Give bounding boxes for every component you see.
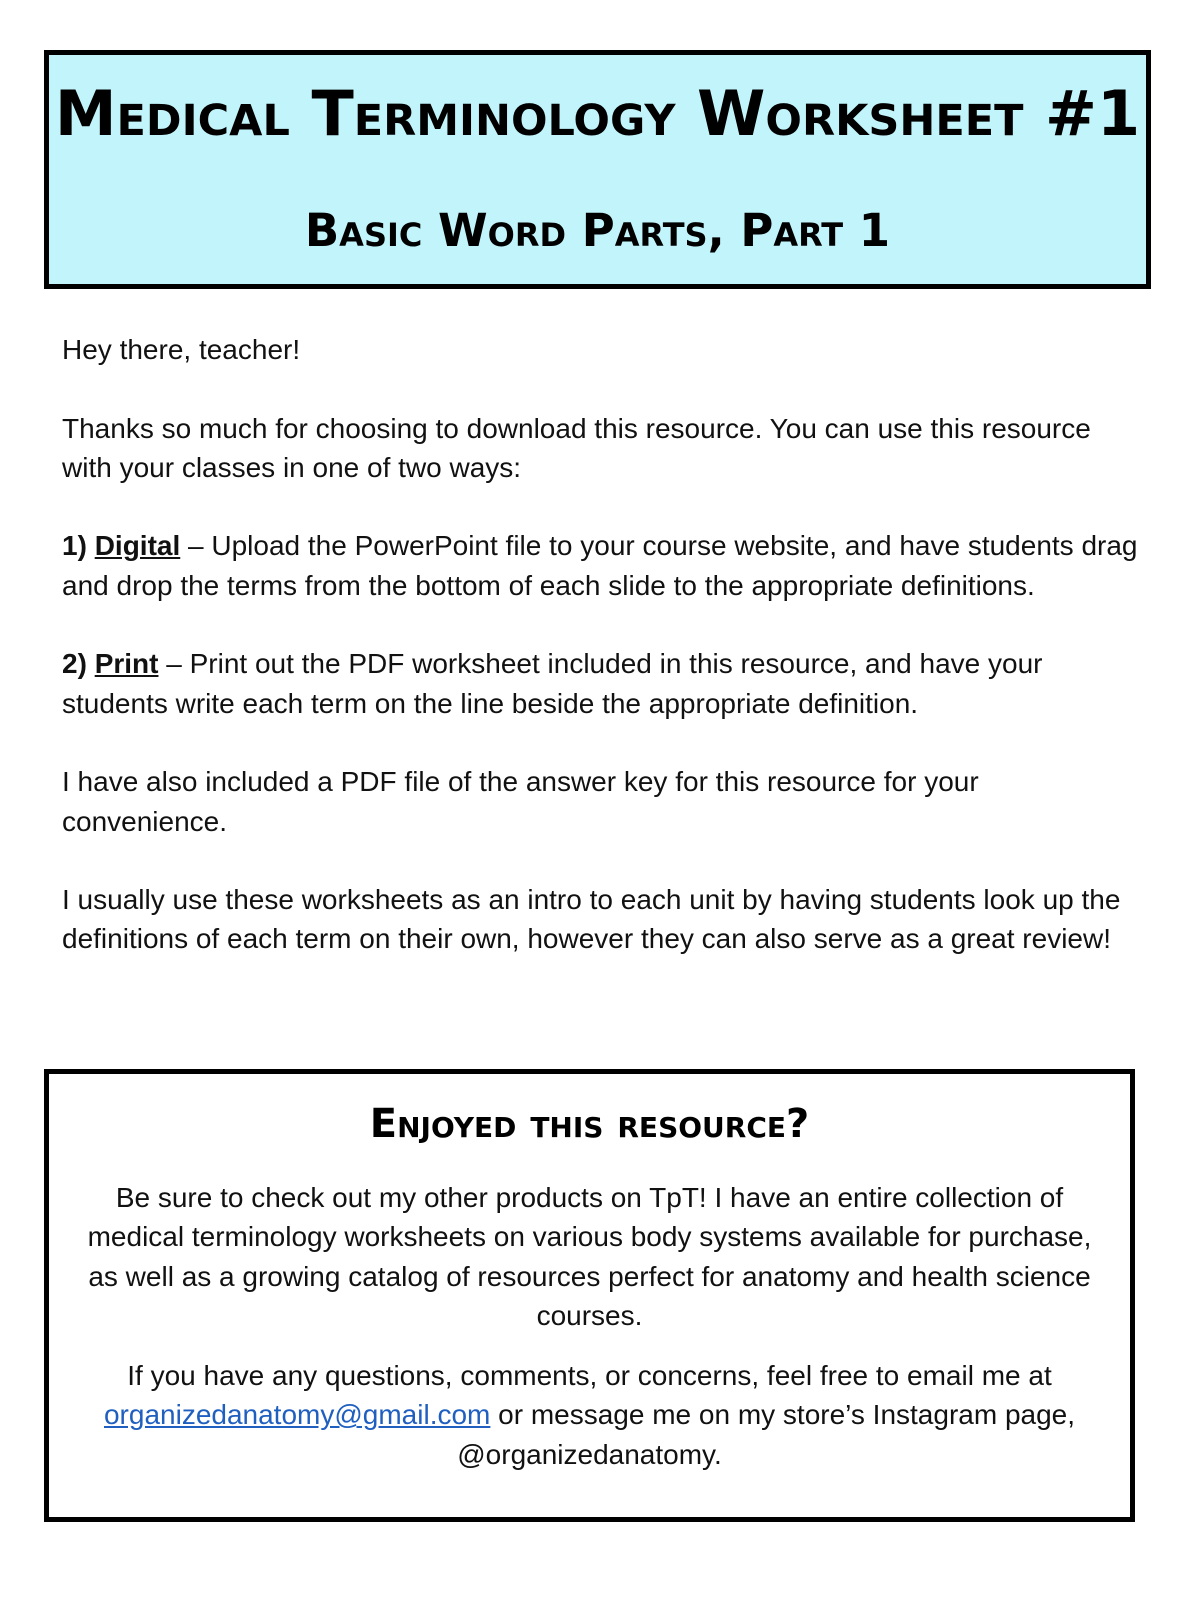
usage-note: I usually use these worksheets as an intro to each unit by having students look up the definitions of each term on their own, however they can also serve as a great review! [62, 884, 1121, 955]
digital-option-text: – Upload the PowerPoint file to your course website, and have students drag and drop the terms from the bottom of each slide to the appropriate definitions. [62, 530, 1138, 601]
contact-text-before: If you have any questions, comments, or concerns, feel free to email me at [127, 1360, 1052, 1391]
digital-option-label: Digital [94, 530, 181, 562]
greeting: Hey there, teacher! [62, 334, 301, 365]
digital-option [62, 526, 1142, 605]
answer-key-note: I have also included a PDF file of the answer key for this resource for your convenience. [62, 766, 979, 837]
print-option-text: – Print out the PDF worksheet included in this resource, and have your students write each term on the line beside the appropriate definition. [62, 648, 1043, 719]
page-subtitle: Basic Word Parts, Part 1 [304, 204, 891, 257]
contact-paragraph [69, 1356, 1110, 1474]
print-option-label: Print [94, 648, 159, 680]
digital-option-number: 1) [62, 530, 87, 562]
title-banner [44, 50, 1151, 289]
promo-box [44, 1069, 1135, 1522]
print-option [62, 644, 1142, 723]
promo-paragraph: Be sure to check out my other products on TpT! I have an entire collection of medical terminology worksheets on various body systems available for purchase, as well as a growing catalog of resources perfect for anatomy and health science courses. [87, 1182, 1092, 1331]
contact-text-after: or message me on my store’s Instagram page, @organizedanatomy. [457, 1399, 1076, 1470]
page-title: Medical Terminology Worksheet #1 [54, 77, 1141, 150]
intro-paragraph: Thanks so much for choosing to download this resource. You can use this resource with your classes in one of two ways: [62, 412, 1091, 483]
print-option-number: 2) [62, 648, 87, 680]
email-link[interactable]: organizedanatomy@gmail.com [103, 1399, 491, 1431]
promo-heading: Enjoyed this resource? [369, 1101, 810, 1147]
intro-section [62, 330, 1142, 998]
